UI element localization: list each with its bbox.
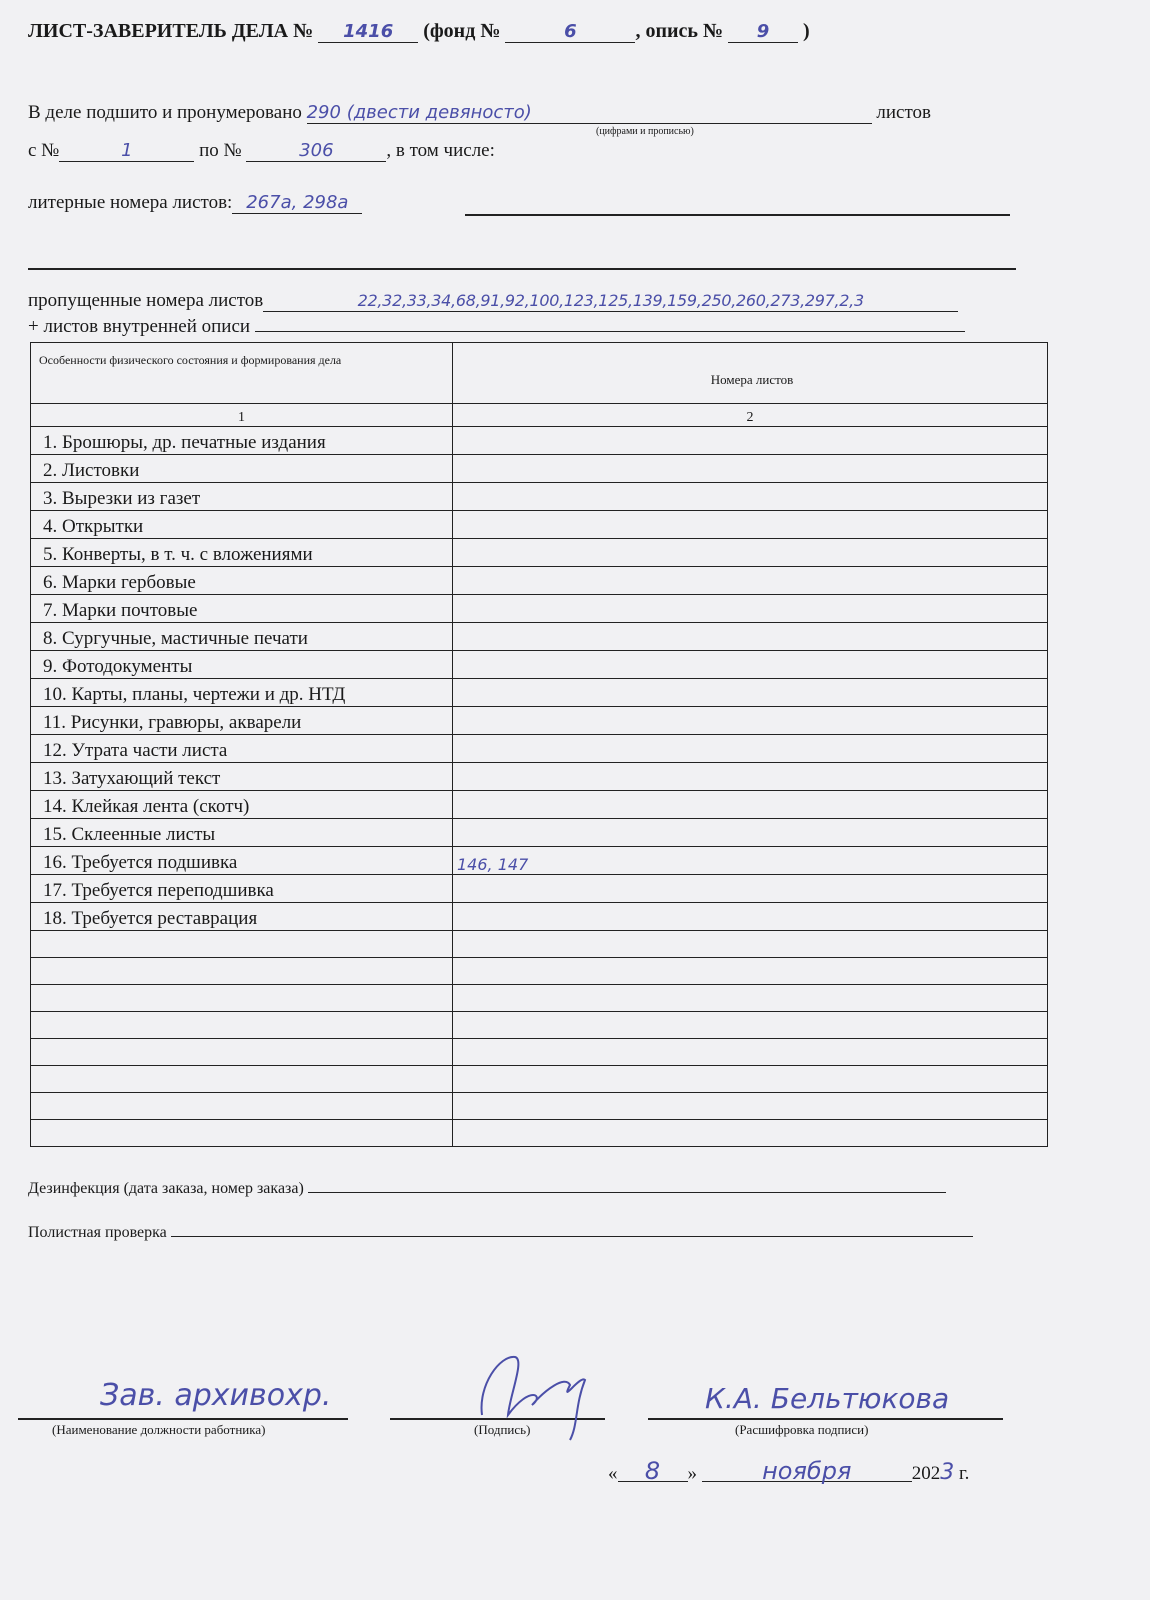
empty-cell	[453, 1120, 1048, 1147]
table-row	[31, 483, 1048, 511]
missing-numbers-line	[28, 290, 958, 312]
date-year-unit: г.	[959, 1463, 970, 1484]
table-header-row	[31, 343, 1048, 404]
row-sheet-numbers	[453, 567, 1048, 595]
sheets-suffix: листов	[876, 102, 931, 123]
row-sheet-numbers	[453, 875, 1048, 903]
letter-numbers-value: 267а, 298а	[232, 193, 362, 214]
row-label: 3. Вырезки из газет	[31, 483, 453, 511]
title-line	[28, 20, 810, 43]
date-year-suffix: 3	[940, 1460, 955, 1485]
signature-caption: (Подпись)	[474, 1422, 531, 1437]
inner-inventory-line	[28, 316, 965, 338]
empty-cell	[31, 958, 453, 985]
table-row	[31, 567, 1048, 595]
table-row	[31, 539, 1048, 567]
missing-numbers-label: пропущенные номера листов	[28, 290, 264, 311]
table-row	[31, 455, 1048, 483]
table-row	[31, 707, 1048, 735]
empty-cell	[453, 1093, 1048, 1120]
condition-table	[30, 342, 1048, 1147]
row-sheet-numbers	[453, 455, 1048, 483]
date-close-quote: »	[687, 1463, 697, 1484]
table-row	[31, 427, 1048, 455]
row-sheet-numbers	[453, 651, 1048, 679]
empty-cell	[31, 985, 453, 1012]
empty-cell	[453, 1039, 1048, 1066]
date-line	[608, 1457, 970, 1485]
empty-cell	[31, 1039, 453, 1066]
to-label: по №	[199, 140, 242, 161]
position-line	[18, 1418, 348, 1420]
empty-table-row	[31, 1012, 1048, 1039]
row-label: 6. Марки гербовые	[31, 567, 453, 595]
check-label: Полистная проверка	[28, 1224, 167, 1241]
row-label: 9. Фотодокументы	[31, 651, 453, 679]
row-label: 17. Требуется переподшивка	[31, 875, 453, 903]
col2-number: 2	[453, 404, 1048, 427]
row-label: 2. Листовки	[31, 455, 453, 483]
table-row	[31, 623, 1048, 651]
disinfection-value	[308, 1192, 946, 1193]
empty-table-row	[31, 1039, 1048, 1066]
name-value: К.А. Бельтюкова	[705, 1382, 950, 1415]
divider	[465, 214, 1010, 216]
row-sheet-numbers	[453, 623, 1048, 651]
empty-table-row	[31, 1066, 1048, 1093]
check-line	[28, 1224, 973, 1242]
row-label: 18. Требуется реставрация	[31, 903, 453, 931]
table-row	[31, 735, 1048, 763]
row-label: 4. Открытки	[31, 511, 453, 539]
empty-cell	[453, 931, 1048, 958]
row-label: 14. Клейкая лента (скотч)	[31, 791, 453, 819]
row-sheet-numbers	[453, 511, 1048, 539]
row-sheet-numbers	[453, 539, 1048, 567]
empty-table-row	[31, 958, 1048, 985]
row-label: 12. Утрата части листа	[31, 735, 453, 763]
date-open-quote: «	[608, 1463, 618, 1484]
from-number: 1	[59, 141, 194, 162]
row-label: 13. Затухающий текст	[31, 763, 453, 791]
empty-cell	[453, 958, 1048, 985]
row-sheet-numbers	[453, 483, 1048, 511]
position-value: Зав. архивохр.	[100, 1378, 332, 1413]
row-sheet-numbers: 146, 147	[453, 847, 1048, 875]
inner-inventory-value	[255, 331, 965, 332]
letter-numbers-line	[28, 192, 362, 214]
row-label: 10. Карты, планы, чертежи и др. НТД	[31, 679, 453, 707]
divider	[28, 268, 1016, 270]
empty-table-row	[31, 931, 1048, 958]
table-row	[31, 819, 1048, 847]
disinfection-line	[28, 1180, 946, 1198]
sheets-count: 290 (двести девяносто)	[307, 103, 872, 124]
row-label: 5. Конверты, в т. ч. с вложениями	[31, 539, 453, 567]
inner-inventory-label: + листов внутренней описи	[28, 316, 251, 337]
empty-cell	[453, 985, 1048, 1012]
sheets-line	[28, 102, 931, 124]
to-number: 306	[246, 141, 386, 162]
fond-number: 6	[505, 22, 635, 43]
date-year-prefix: 202	[911, 1463, 941, 1484]
missing-numbers-value: 22,32,33,34,68,91,92,100,123,125,139,159,250,260,273,297,2,3	[263, 291, 958, 312]
name-caption: (Расшифровка подписи)	[735, 1422, 869, 1437]
row-sheet-numbers	[453, 707, 1048, 735]
empty-cell	[453, 1012, 1048, 1039]
fond-label: (фонд №	[423, 20, 501, 42]
including-label: , в том числе:	[386, 140, 495, 161]
table-row	[31, 679, 1048, 707]
empty-cell	[453, 1066, 1048, 1093]
table-row	[31, 875, 1048, 903]
empty-table-row	[31, 1093, 1048, 1120]
table-row	[31, 791, 1048, 819]
row-label: 7. Марки почтовые	[31, 595, 453, 623]
row-label: 8. Сургучные, мастичные печати	[31, 623, 453, 651]
row-sheet-numbers	[453, 595, 1048, 623]
sheets-hint: (цифрами и прописью)	[596, 126, 694, 137]
range-line	[28, 140, 495, 162]
row-label: 11. Рисунки, гравюры, акварели	[31, 707, 453, 735]
sheets-label: В деле подшито и пронумеровано	[28, 102, 302, 123]
table-row	[31, 763, 1048, 791]
document-title: ЛИСТ-ЗАВЕРИТЕЛЬ ДЕЛА №	[28, 20, 314, 42]
name-line	[648, 1418, 1003, 1420]
disinfection-label: Дезинфекция (дата заказа, номер заказа)	[28, 1180, 304, 1197]
date-month: ноября	[702, 1461, 912, 1482]
letter-numbers-label: литерные номера листов:	[28, 192, 233, 213]
from-label: с №	[28, 140, 60, 161]
row-sheet-numbers	[453, 735, 1048, 763]
empty-table-row	[31, 985, 1048, 1012]
column-number-row	[31, 404, 1048, 427]
date-day: 8	[618, 1461, 688, 1482]
table-row	[31, 847, 1048, 875]
table-row	[31, 511, 1048, 539]
empty-cell	[31, 1012, 453, 1039]
row-sheet-numbers	[453, 679, 1048, 707]
position-caption: (Наименование должности работника)	[52, 1422, 266, 1437]
row-sheet-numbers	[453, 903, 1048, 931]
row-sheet-numbers	[453, 763, 1048, 791]
empty-cell	[31, 1093, 453, 1120]
opis-number: 9	[728, 22, 798, 43]
col2-header: Номера листов	[453, 343, 1048, 404]
col1-number: 1	[31, 404, 453, 427]
table-row	[31, 651, 1048, 679]
empty-cell	[31, 1120, 453, 1147]
col1-header: Особенности физического состояния и формирования дела	[31, 343, 453, 404]
table-row	[31, 903, 1048, 931]
empty-cell	[31, 1066, 453, 1093]
opis-label: , опись №	[635, 20, 724, 42]
row-sheet-numbers	[453, 427, 1048, 455]
empty-cell	[31, 931, 453, 958]
check-value	[171, 1236, 973, 1237]
row-label: 15. Склеенные листы	[31, 819, 453, 847]
row-sheet-numbers	[453, 791, 1048, 819]
table-row	[31, 595, 1048, 623]
row-label: 1. Брошюры, др. печатные издания	[31, 427, 453, 455]
row-sheet-numbers	[453, 819, 1048, 847]
close-paren: )	[803, 20, 810, 42]
empty-table-row	[31, 1120, 1048, 1147]
row-label: 16. Требуется подшивка	[31, 847, 453, 875]
case-number: 1416	[318, 22, 418, 43]
